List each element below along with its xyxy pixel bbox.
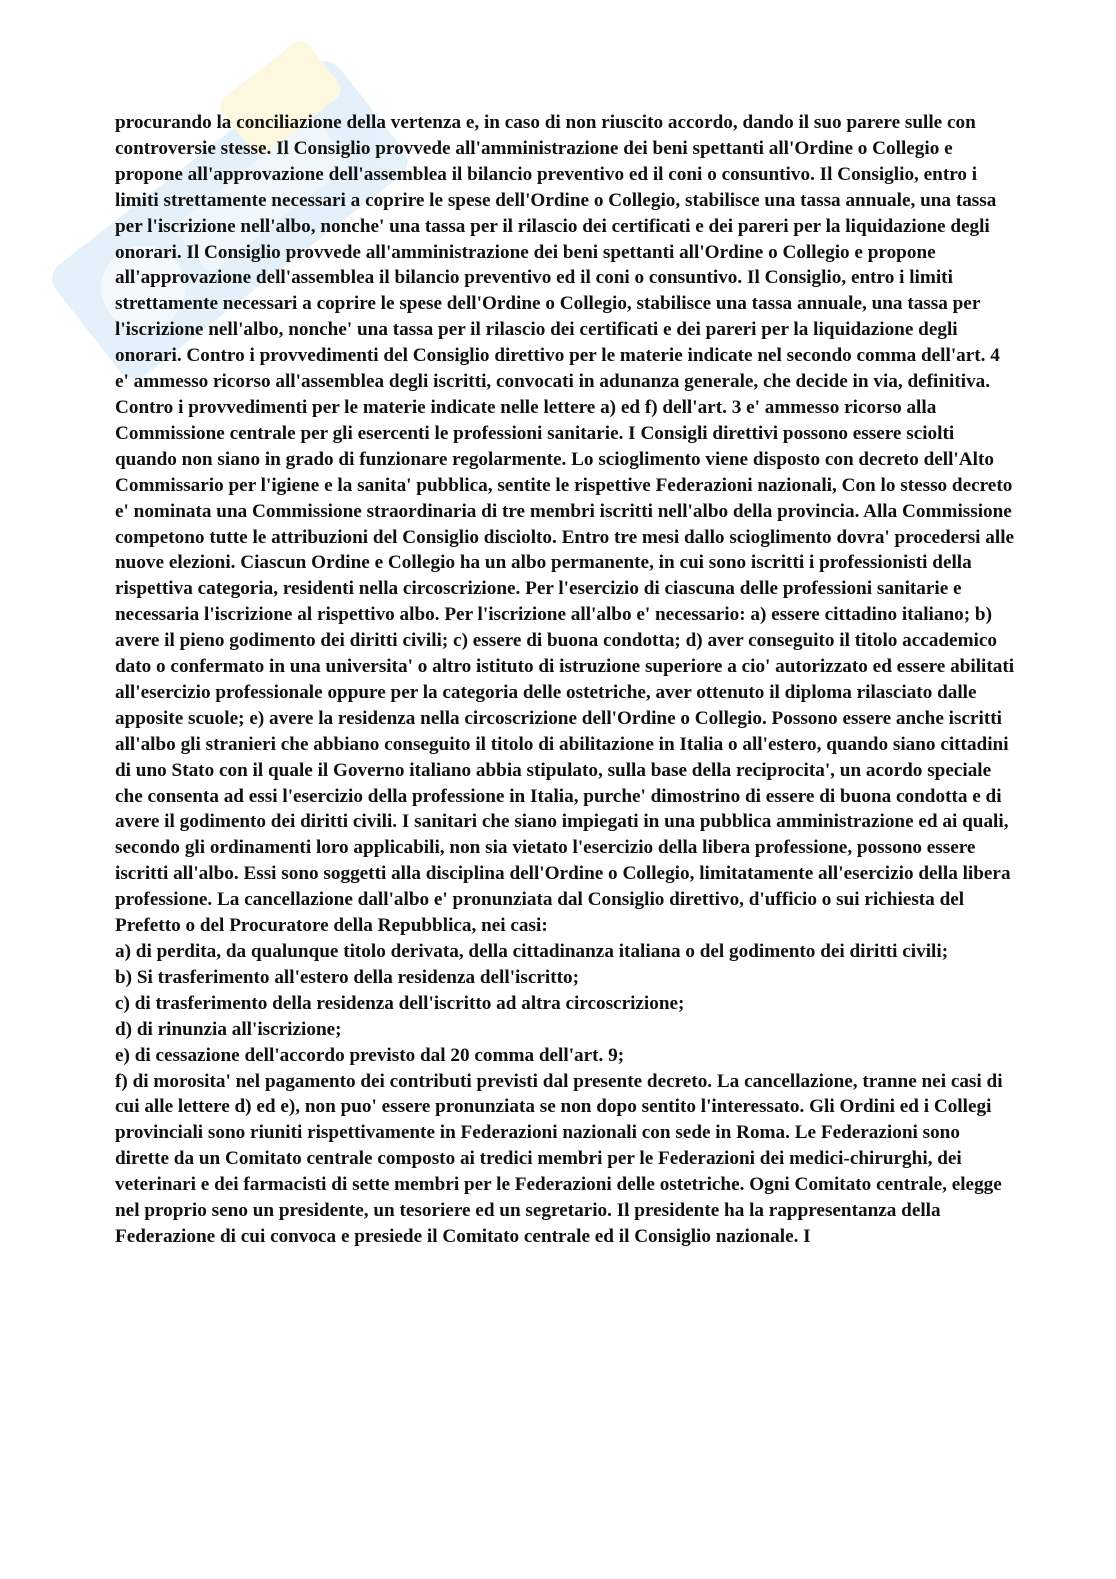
list-item-f: f) di morosita' nel pagamento dei contributi previsti dal presente decreto. La cancellazione, tranne nei casi di cui alle lettere d) ed e), non puo' essere pronunziata se non dopo sentito l'interessato. Gli Ordini ed i Collegi provinciali sono riuniti rispettivamente in Federazioni nazionali con sede in Roma. Le Federazioni sono dirette da un Comitato centrale composto ai tredici membri per le Federazioni dei medici-chirurghi, dei veterinari e dei farmacisti di sette membri per le Federazioni delle ostetriche. Ogni Comitato centrale, elegge nel proprio seno un presidente, un tesoriere ed un segretario. Il presidente ha la rappresentanza della Federazione di cui convoca e presiede il Comitato centrale ed il Consiglio nazionale. I (115, 1070, 1003, 1247)
list-item-e: e) di cessazione dell'accordo previsto dal 20 comma dell'art. 9; (115, 1044, 625, 1066)
list-item-a: a) di perdita, da qualunque titolo derivata, della cittadinanza italiana o del godimento dei diritti civili; (115, 941, 949, 962)
main-paragraph: procurando la conciliazione della vertenza e, in caso di non riuscito accordo, dando il suo parere sulle con controversie stesse. Il Consiglio provvede all'amministrazione dei beni spettanti all'Ordine o Collegio e propone all'approvazione dell'assemblea il bilancio preventivo ed il coni o consuntivo. Il Consiglio, entro i limiti strettamente necessari a coprire le spese dell'Ordine o Collegio, stabilisce una tassa annuale, una tassa per l'iscrizione nell'albo, nonche' una tassa per il rilascio dei certificati e dei pareri per la liquidazione degli onorari. Il Consiglio provvede all'amministrazione dei beni spettanti all'Ordine o Collegio e propone all'approvazione dell'assemblea il bilancio preventivo ed il coni o consuntivo. Il Consiglio, entro i limiti strettamente necessari a coprire le spese dell'Ordine o Collegio, stabilisce una tassa annuale, una tassa per l'iscrizione nell'albo, nonche' una tassa per il rilascio dei certificati e dei pareri per la liquidazione degli onorari. Contro i provvedimenti del Consiglio direttivo per le materie indicate nel secondo comma dell'art. 4 e' ammesso ricorso all'assemblea degli iscritti, convocati in adunanza generale, che decide in via, definitiva. Contro i provvedimenti per le materie indicate nelle lettere a) ed f) dell'art. 3 e' ammesso ricorso alla Commissione centrale per gli esercenti le professioni sanitarie. I Consigli direttivi possono essere sciolti quando non siano in grado di funzionare regolarmente. Lo scioglimento viene disposto con decreto dell'Alto Commissario per l'igiene e la sanita' pubblica, sentite le rispettive Federazioni nazionali, Con lo stesso decreto e' nominata una Commissione straordinaria di tre membri iscritti nell'albo della provincia. Alla Commissione competono tutte le attribuzioni del Consiglio disciolto. Entro tre mesi dallo scioglimento dovra' procedersi alle nuove elezioni. Ciascun Ordine e Collegio ha un albo permanente, in cui sono iscritti i professionisti della rispettiva categoria, residenti nella circoscrizione. Per l'esercizio di ciascuna delle professioni sanitarie e necessaria l'iscrizione al rispettivo albo. Per l'iscrizione all'albo e' necessario: a) essere cittadino italiano; b) avere il pieno godimento dei diritti civili; c) essere di buona condotta; d) aver conseguito il titolo accademico dato o confermato in una universita' o altro istituto di istruzione superiore a cio' autorizzato ed essere abilitati all'esercizio professionale oppure per la categoria delle ostetriche, aver ottenuto il diploma rilasciato dalle apposite scuole; e) avere la residenza nella circoscrizione dell'Ordine o Collegio. Possono essere anche iscritti all'albo gli stranieri che abbiano conseguito il titolo di abilitazione in Italia o all'estero, quando siano cittadini di uno Stato con il quale il Governo italiano abbia stipulato, sulla base della reciprocita', un acordo speciale che consenta ad essi l'esercizio della professione in Italia, purche' dimostrino di essere di buona condotta e di avere il godimento dei diritti civili. I sanitari che siano impiegati in una pubblica amministrazione ed ai quali, secondo gli ordinamenti loro applicabili, non sia vietato l'esercizio della libera professione, possono essere iscritti all'albo. Essi sono soggetti alla disciplina dell'Ordine o Collegio, limitatamente all'esercizio della libera professione. La cancellazione dall'albo e' pronunziata dal Consiglio direttivo, d'ufficio o sui richiesta del Prefetto o del Procuratore della Repubblica, nei casi: (115, 112, 1015, 937)
list-item-d: d) di rinunzia all'iscrizione; (115, 1018, 342, 1040)
document-body (115, 110, 1015, 1250)
list-item-c: c) di trasferimento della residenza dell'iscritto ad altra circoscrizione; (115, 992, 685, 1014)
cancellation-cases-list (115, 939, 1015, 1250)
list-item-b: b) Si trasferimento all'estero della residenza dell'iscritto; (115, 966, 579, 988)
